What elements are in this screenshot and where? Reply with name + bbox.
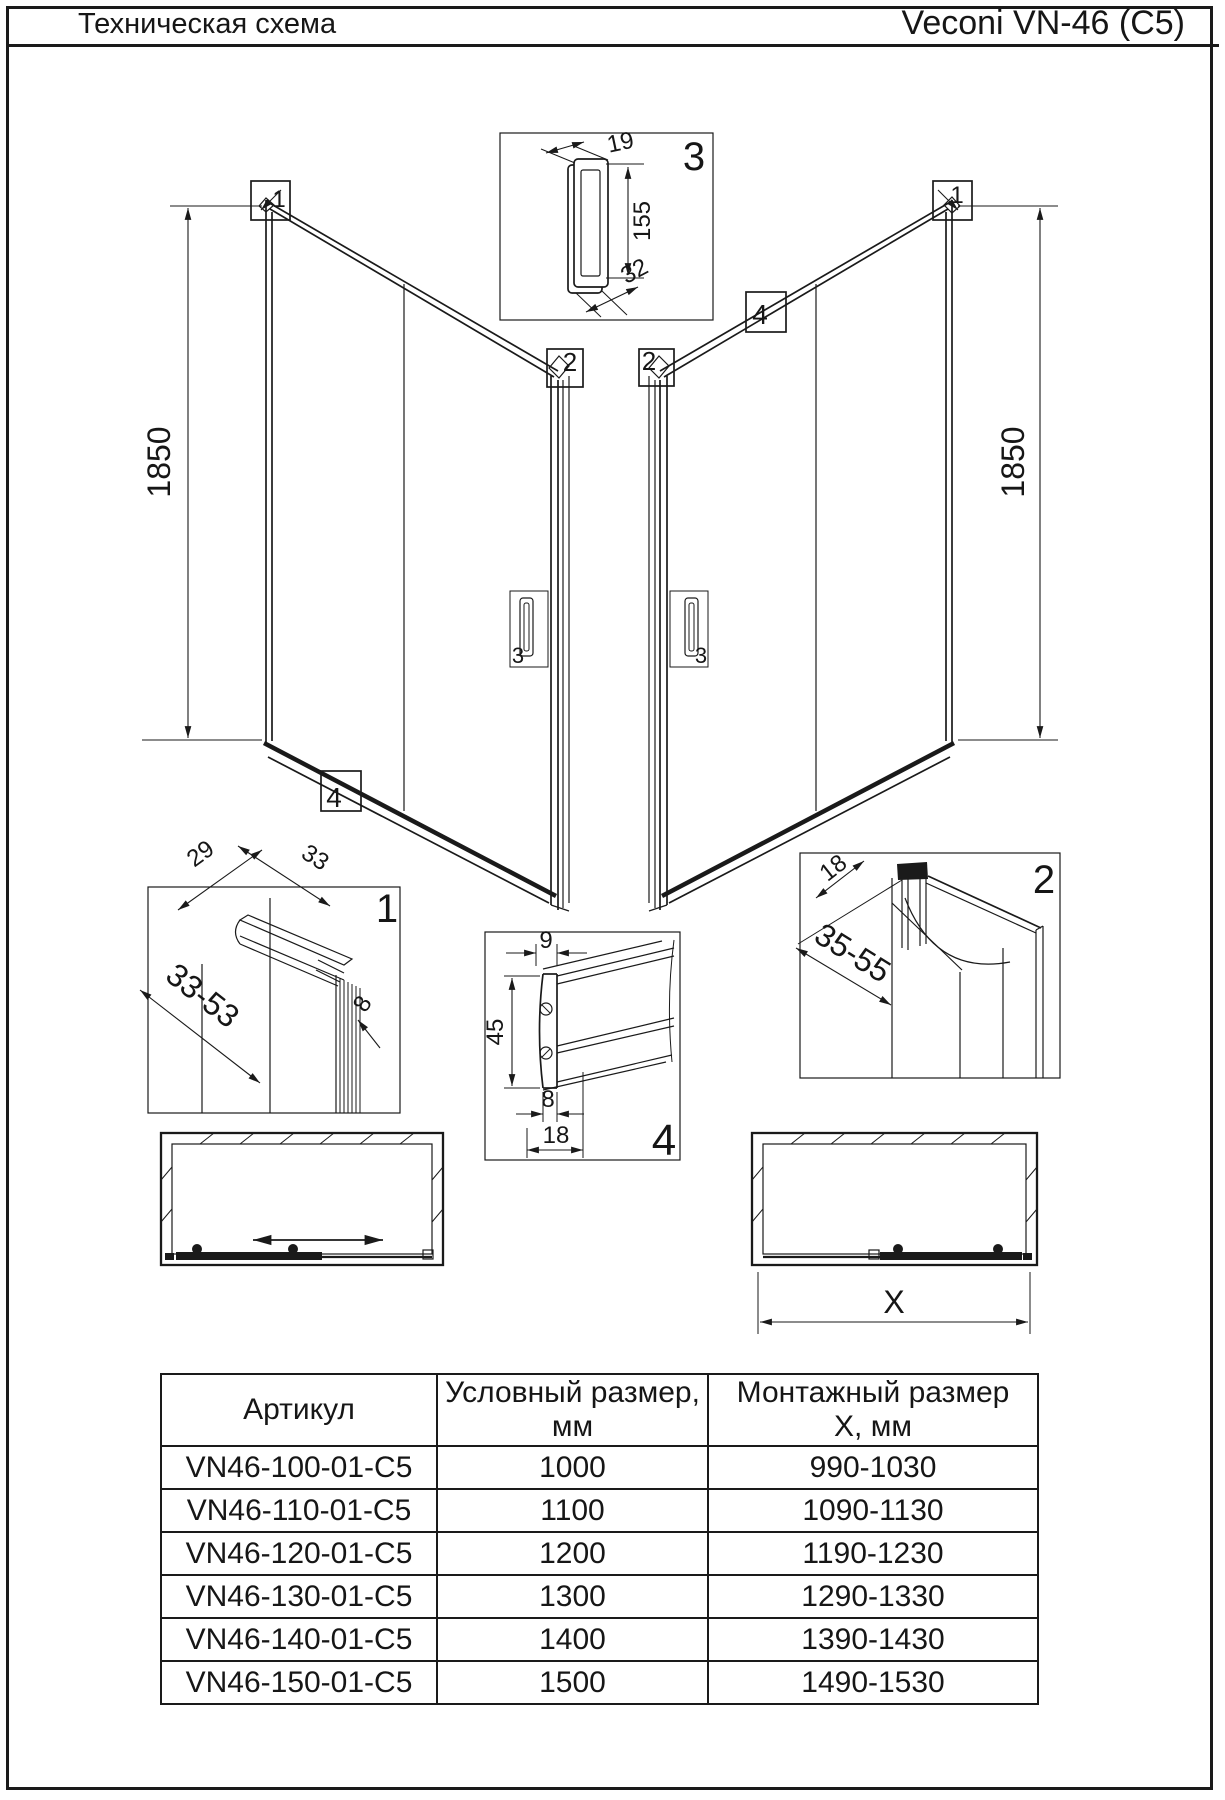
cell-size: 1100 [437,1489,708,1532]
detail-corner-label: 1 [375,887,399,931]
cell-mount: 1390-1430 [708,1618,1038,1661]
size-table [160,1373,1039,1705]
cell-mount: 1490-1530 [708,1661,1038,1704]
detail-wall-label: 2 [1032,858,1056,902]
table-row [161,1489,1038,1532]
col-header-mount: Монтажный размер Х, мм [708,1374,1038,1446]
dim-height-left [141,206,262,740]
detail-corner-dim-a: 29 [181,835,220,873]
cell-mount: 990-1030 [708,1446,1038,1489]
callout-2-right-label: 2 [641,346,657,376]
table-row [161,1661,1038,1704]
door-right-panel [649,197,960,911]
table-row [161,1446,1038,1489]
cell-article: VN46-120-01-C5 [161,1532,437,1575]
detail-handle-label: 3 [682,135,706,179]
table-row [161,1532,1038,1575]
detail-rail-dim-inner: 8 [541,1086,555,1113]
cell-mount: 1190-1230 [708,1532,1038,1575]
callout-1-left-label: 1 [272,186,286,213]
callout-1-left [251,181,290,220]
door-left-panel [259,198,569,911]
cell-article: VN46-140-01-C5 [161,1618,437,1661]
detail-rail-label: 4 [651,1116,677,1165]
doc-title: Техническая схема [78,8,337,40]
detail-wall-dim-depth: 18 [814,849,853,887]
detail-wall-dim-range: 35-55 [808,915,898,990]
plan-view-right [752,1133,1037,1334]
plan-x-dim-label: X [883,1284,905,1320]
col-header-article: Артикул [161,1374,437,1446]
cell-mount: 1290-1330 [708,1575,1038,1618]
plan-view-left [161,1133,443,1265]
detail-corner-dim-glass: 8 [347,991,378,1017]
cell-size: 1200 [437,1532,708,1575]
detail-handle-dim-height: 155 [629,200,656,242]
detail-rail [482,927,680,1165]
dim-height-right [958,206,1058,740]
detail-handle-dim-width: 19 [604,126,637,159]
cell-size: 1300 [437,1575,708,1618]
detail-handle-dim-depth: 32 [616,253,653,290]
product-title: Veconi VN-46 (C5) [901,4,1185,42]
detail-corner-dim-range: 33-53 [159,955,247,1035]
dim-height-left-label: 1850 [141,426,177,498]
cell-mount: 1090-1130 [708,1489,1038,1532]
table-row [161,1575,1038,1618]
callout-1-right-label: 1 [950,182,964,209]
cell-article: VN46-110-01-C5 [161,1489,437,1532]
cell-article: VN46-150-01-C5 [161,1661,437,1704]
detail-handle [500,127,713,320]
detail-rail-dim-top: 9 [539,927,553,954]
callout-3-right-label: 3 [694,643,708,668]
cell-size: 1000 [437,1446,708,1489]
cell-size: 1400 [437,1618,708,1661]
callout-2-left-label: 2 [562,347,578,377]
col-header-size: Условный размер, мм [437,1374,708,1446]
callout-4-top [746,292,786,332]
dim-height-right-label: 1850 [995,426,1031,498]
callout-4-bottom-label: 4 [326,782,342,813]
size-table-header-row [161,1374,1038,1446]
detail-wall [796,849,1060,1078]
detail-rail-dim-height: 45 [482,1018,509,1046]
cell-size: 1500 [437,1661,708,1704]
detail-rail-dim-width: 18 [542,1122,570,1149]
callout-3-left-label: 3 [511,643,525,668]
detail-corner-dim-b: 33 [296,839,334,877]
detail-corner [140,835,400,1113]
cell-article: VN46-130-01-C5 [161,1575,437,1618]
callout-4-top-label: 4 [752,299,768,330]
cell-article: VN46-100-01-C5 [161,1446,437,1489]
table-row [161,1618,1038,1661]
